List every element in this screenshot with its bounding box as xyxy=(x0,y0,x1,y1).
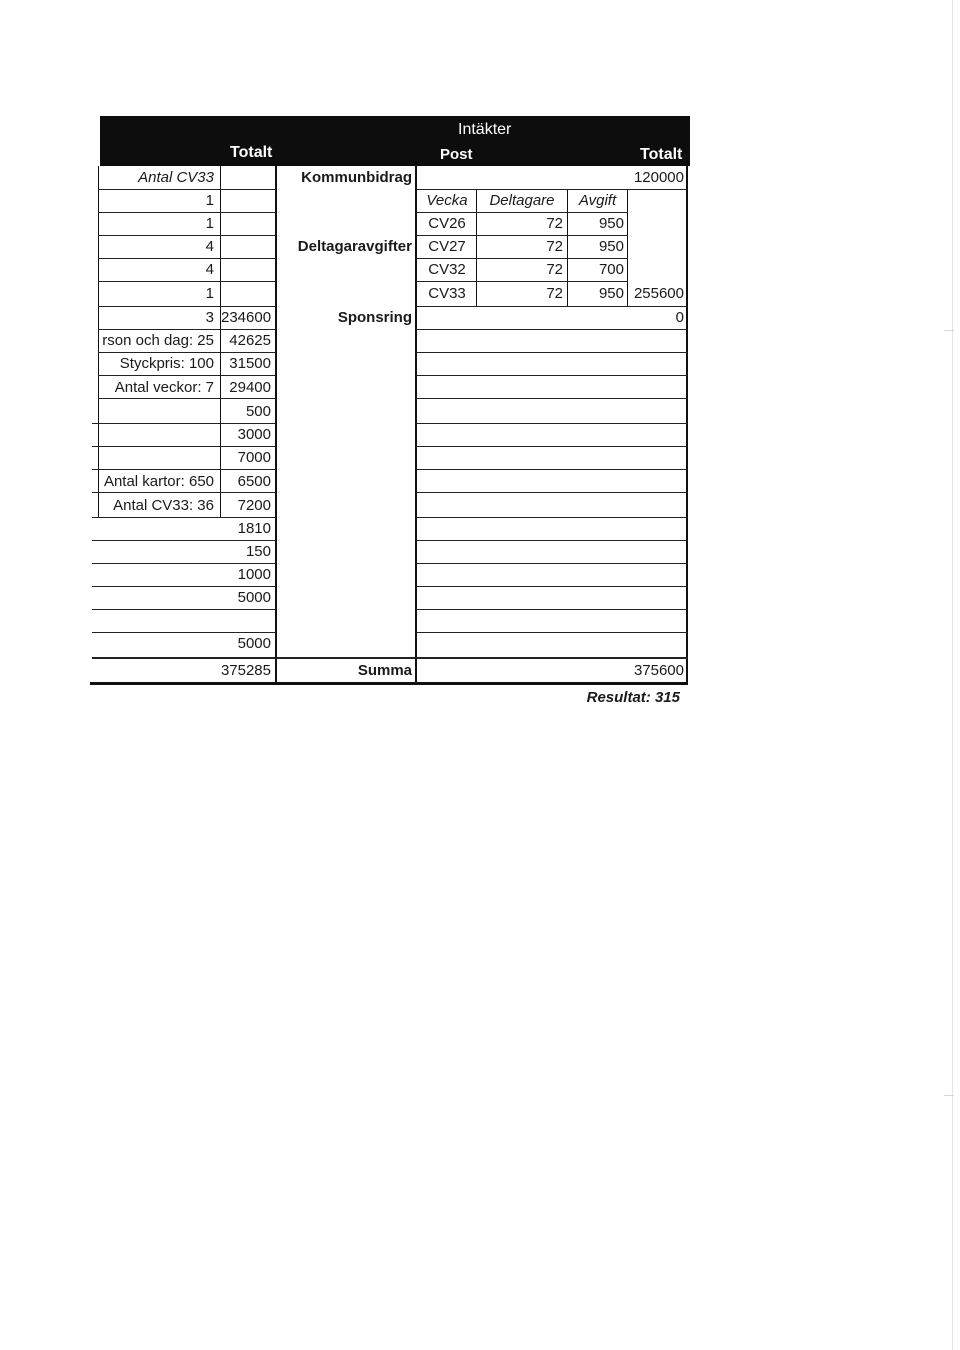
left-row-value: 42625 xyxy=(229,332,271,349)
left-row-value: 5000 xyxy=(237,589,271,606)
sponsring-label: Sponsring xyxy=(337,309,412,326)
left-row-label: Antal CV33: 36 xyxy=(113,497,214,514)
left-row-label: 3 xyxy=(205,309,214,326)
sponsring-total: 0 xyxy=(675,309,684,326)
left-row-label: Antal CV33 xyxy=(138,169,214,186)
header-bar xyxy=(100,116,690,166)
left-row-value: 6500 xyxy=(237,473,271,490)
left-row-value: 150 xyxy=(245,543,271,560)
post-divider xyxy=(415,166,417,684)
vecka-header: Vecka xyxy=(426,192,468,209)
summa-total: 375600 xyxy=(633,662,684,679)
deltagare-cell: 72 xyxy=(546,261,563,278)
avgift-cell: 950 xyxy=(598,238,624,255)
kommunbidrag-label: Kommunbidrag xyxy=(301,169,412,186)
left-row-label: 1 xyxy=(205,192,214,209)
left-row-value: 500 xyxy=(245,403,271,420)
right-total-header: Totalt xyxy=(640,146,683,163)
avgift-cell: 950 xyxy=(598,215,624,232)
left-row-label: rson och dag: 25 xyxy=(102,332,214,349)
vecka-cell: CV26 xyxy=(428,215,466,232)
deltagare-header: Deltagare xyxy=(489,192,555,209)
avgift-cell: 700 xyxy=(598,261,624,278)
deltagaravgifter-total: 255600 xyxy=(633,285,684,302)
left-row-label: Antal kartor: 650 xyxy=(103,473,214,490)
deltagaravgifter-label: Deltagaravgifter xyxy=(297,238,412,255)
right-edge-border xyxy=(686,166,688,684)
bottom-border xyxy=(90,682,688,685)
page-edge xyxy=(952,0,953,1350)
left-total-border xyxy=(275,166,277,684)
deltagare-cell: 72 xyxy=(546,238,563,255)
scan-mark xyxy=(944,1095,954,1096)
left-row-value: 3000 xyxy=(237,426,271,443)
left-row-label: 1 xyxy=(205,215,214,232)
left-row-label: Styckpris: 100 xyxy=(119,355,214,372)
summa-label: Summa xyxy=(357,662,412,679)
left-total-value: 375285 xyxy=(220,662,271,679)
avgift-header: Avgift xyxy=(578,192,617,209)
left-row-value: 29400 xyxy=(229,379,271,396)
left-row-label: Antal veckor: 7 xyxy=(114,379,214,396)
vecka-cell: CV32 xyxy=(428,261,466,278)
resultat-note: Resultat: 315 xyxy=(586,689,680,706)
vecka-cell: CV27 xyxy=(428,238,466,255)
avgift-cell: 950 xyxy=(598,285,624,302)
left-row-value: 7200 xyxy=(237,497,271,514)
deltagare-cell: 72 xyxy=(546,285,563,302)
deltagare-cell: 72 xyxy=(546,215,563,232)
left-row-value: 7000 xyxy=(237,449,271,466)
left-row-value: 1810 xyxy=(237,520,271,537)
left-row-value: 5000 xyxy=(237,635,271,652)
kommunbidrag-total: 120000 xyxy=(633,169,684,186)
vecka-cell: CV33 xyxy=(428,285,466,302)
section-title: Intäkter xyxy=(458,121,512,138)
left-row-value: 1000 xyxy=(237,566,271,583)
scan-mark xyxy=(944,330,954,331)
left-row-value: 234600 xyxy=(221,309,272,326)
left-row-label: 4 xyxy=(205,261,214,278)
left-total-header: Totalt xyxy=(230,144,273,161)
left-row-value: 31500 xyxy=(229,355,271,372)
left-row-label: 1 xyxy=(205,285,214,302)
post-header: Post xyxy=(440,146,473,163)
left-row-label: 4 xyxy=(205,238,214,255)
